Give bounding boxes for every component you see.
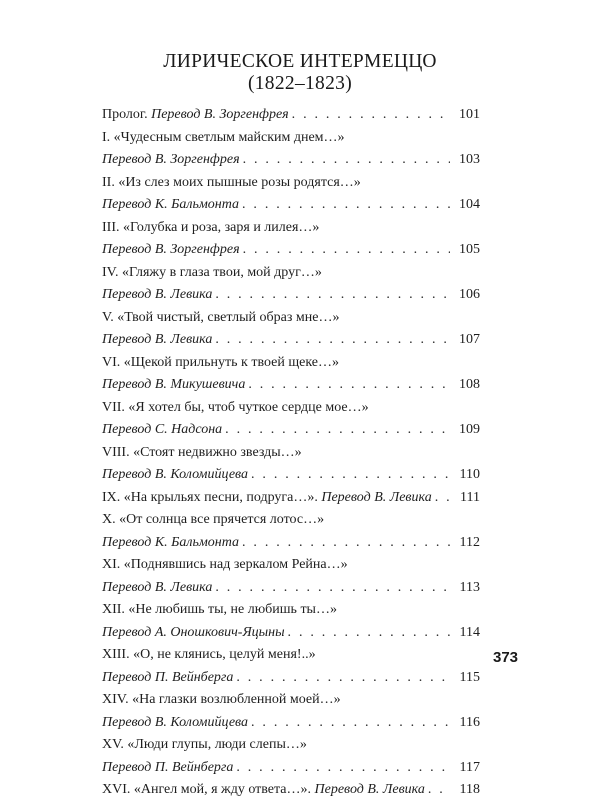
entry-translator: Перевод К. Бальмонта <box>102 534 240 550</box>
section-years: (1822–1823) <box>247 73 353 94</box>
entry-text <box>102 239 240 262</box>
entry-lead: Пролог. <box>102 107 152 122</box>
dot-leader <box>428 779 450 802</box>
entry-page: 117 <box>459 759 480 775</box>
entry-translator: Перевод В. Коломийцева <box>102 714 249 730</box>
entry-page: 115 <box>459 669 480 685</box>
entry-page: 103 <box>459 152 480 167</box>
entry-poem-line: XIV. «На глазки возлюбленной моей…» <box>102 692 341 707</box>
entry-text <box>102 487 432 510</box>
dot-leader <box>243 149 450 172</box>
entry-translator: Перевод В. Левика <box>102 579 213 595</box>
entry-translator: Перевод В. Микушевича <box>102 377 246 392</box>
entry-lead: IX. «На крыльях песни, подруга…». <box>102 489 322 505</box>
entry-poem-line: VII. «Я хотел бы, чтоб чуткое сердце мое…» <box>102 399 369 415</box>
toc-entry <box>102 104 480 127</box>
entry-poem-line: IV. «Гляжу в глаза твои, мой друг…» <box>102 264 322 280</box>
entry-translator: Перевод В. Левика <box>314 782 425 797</box>
entry-translator-line <box>102 194 480 217</box>
toc-entry <box>102 509 480 554</box>
entry-page: 107 <box>459 332 480 347</box>
dot-leader <box>292 104 450 127</box>
entry-translator-line <box>102 757 480 780</box>
section-title: ЛИРИЧЕСКОЕ ИНТЕРМЕЦЦО <box>163 51 437 72</box>
entry-translator-line <box>102 419 480 442</box>
entry-translator: Перевод В. Левика <box>102 287 213 302</box>
entry-poem-line: III. «Голубка и роза, заря и лилея…» <box>102 219 320 235</box>
entry-page: 116 <box>459 714 480 730</box>
toc-entry <box>102 352 480 397</box>
entry-line <box>102 779 480 802</box>
entry-page: 109 <box>459 422 480 437</box>
entry-page: 112 <box>459 534 480 550</box>
entry-poem-line: II. «Из слез моих пышные розы родятся…» <box>102 174 361 190</box>
toc-entry <box>102 442 480 487</box>
entry-text <box>102 622 285 645</box>
entry-poem-line: XI. «Поднявшись над зеркалом Рейна…» <box>102 557 348 572</box>
entry-text <box>102 149 240 172</box>
entry-text <box>102 104 289 127</box>
entry-poem-line: V. «Твой чистый, светлый образ мне…» <box>102 309 340 325</box>
entry-translator: Перевод В. Коломийцева <box>102 467 249 482</box>
entry-poem-line: VIII. «Стоят недвижно звезды…» <box>102 444 302 460</box>
entry-page: 111 <box>460 489 480 505</box>
dot-leader <box>242 194 450 217</box>
entry-translator: Перевод В. Левика <box>321 489 432 505</box>
dot-leader <box>251 712 450 735</box>
dot-leader <box>435 487 450 510</box>
toc-entry <box>102 554 480 599</box>
entry-translator: Перевод С. Надсона <box>102 422 223 437</box>
entry-poem-line: XIII. «О, не клянись, целуй меня!..» <box>102 647 316 662</box>
entry-translator-line <box>102 712 480 735</box>
entry-lead: XVI. «Ангел мой, я жду ответа…». <box>102 782 315 797</box>
entry-text <box>102 464 248 487</box>
toc-entry <box>102 487 480 510</box>
entry-translator-line <box>102 284 480 307</box>
dot-leader <box>243 239 450 262</box>
toc-entry <box>102 734 480 779</box>
dot-leader <box>242 532 450 555</box>
entry-text <box>102 419 222 442</box>
entry-translator: Перевод А. Оношкович-Яцыны <box>102 624 285 640</box>
page-number: 373 <box>493 649 519 666</box>
entry-translator: Перевод В. Зоргенфрея <box>102 242 240 257</box>
entry-text <box>102 757 233 780</box>
entry-page: 108 <box>459 377 480 392</box>
entry-poem-line: XV. «Люди глупы, люди слепы…» <box>102 737 307 752</box>
entry-translator-line <box>102 532 480 555</box>
entry-translator-line <box>102 577 480 600</box>
entry-translator: Перевод В. Левика <box>102 332 213 347</box>
entry-text <box>102 329 212 352</box>
entry-poem-line: VI. «Щекой прильнуть к твоей щеке…» <box>102 354 340 370</box>
dot-leader <box>248 374 450 397</box>
entry-translator-line <box>102 239 480 262</box>
toc-entry <box>102 397 480 442</box>
toc-entry <box>102 644 480 689</box>
dot-leader <box>215 329 450 352</box>
entry-text <box>102 577 212 600</box>
entry-page: 113 <box>459 579 480 595</box>
entry-page: 114 <box>459 624 480 640</box>
entry-poem-line: XII. «Не любишь ты, не любишь ты…» <box>102 602 337 617</box>
dot-leader <box>251 464 450 487</box>
dot-leader <box>288 622 450 645</box>
entry-text <box>102 194 239 217</box>
dot-leader <box>236 757 450 780</box>
entry-translator: Перевод П. Вейнберга <box>102 669 234 685</box>
dot-leader <box>236 667 450 690</box>
entry-text <box>102 532 239 555</box>
toc-entry <box>102 779 480 802</box>
dot-leader <box>215 284 450 307</box>
entry-text <box>102 374 245 397</box>
entry-page: 118 <box>459 782 480 797</box>
entry-line <box>102 104 480 127</box>
entry-page: 101 <box>459 107 480 122</box>
toc-entry <box>102 172 480 217</box>
entry-translator-line <box>102 329 480 352</box>
entry-translator-line <box>102 149 480 172</box>
entry-translator-line <box>102 622 480 645</box>
toc-entry <box>102 689 480 734</box>
entry-translator-line <box>102 464 480 487</box>
table-of-contents <box>102 104 480 802</box>
toc-entry <box>102 217 480 262</box>
entry-translator-line <box>102 667 480 690</box>
entry-line <box>102 487 480 510</box>
toc-entry <box>102 262 480 307</box>
entry-text <box>102 667 233 690</box>
entry-page: 104 <box>459 197 480 212</box>
entry-page: 110 <box>459 467 480 482</box>
entry-text <box>102 712 248 735</box>
entry-translator: Перевод К. Бальмонта <box>102 197 240 212</box>
entry-translator: Перевод В. Зоргенфрея <box>151 107 289 122</box>
entry-poem-line: X. «От солнца все прячется лотос…» <box>102 512 325 527</box>
entry-translator-line <box>102 374 480 397</box>
entry-poem-line: I. «Чудесным светлым майским днем…» <box>102 129 345 145</box>
entry-page: 106 <box>459 287 480 302</box>
toc-entry <box>102 127 480 172</box>
entry-text <box>102 284 212 307</box>
entry-translator: Перевод В. Зоргенфрея <box>102 152 240 167</box>
toc-entry <box>102 307 480 352</box>
dot-leader <box>225 419 450 442</box>
dot-leader <box>215 577 450 600</box>
toc-entry <box>102 599 480 644</box>
entry-text <box>102 779 425 802</box>
entry-page: 105 <box>459 242 480 257</box>
entry-translator: Перевод П. Вейнберга <box>102 759 234 775</box>
